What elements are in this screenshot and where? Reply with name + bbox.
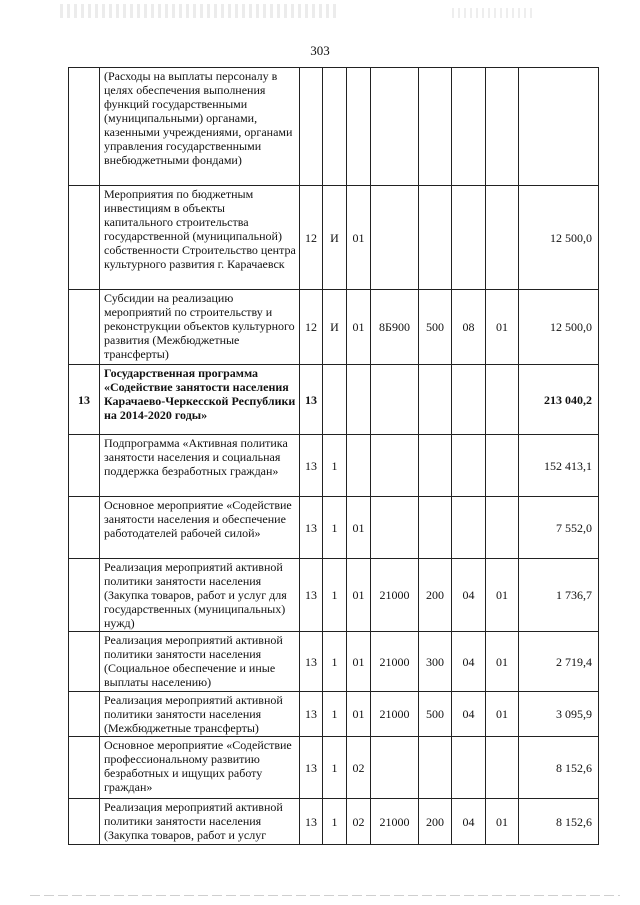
row-name: Реализация мероприятий активной политики занятости населения (Закупка товаров, работ и услуг для государственных (муниципальных) нужд) [100,559,300,632]
row-number [69,559,100,632]
row-subsection [486,68,519,186]
row-subsection [486,435,519,497]
row-name: Основное мероприятие «Содействие профессиональному развитию безработных и ищущих работу граждан» [100,737,300,799]
row-number [69,186,100,290]
row-program-code: 13 [300,435,323,497]
row-name: Мероприятия по бюджетным инвестициям в объекты капитального строительства государственной (муниципальной) собственности Строительство центра культурного развития г. Карачаевск [100,186,300,290]
table-row [69,799,599,845]
row-section [452,186,486,290]
row-number [69,290,100,365]
row-amount: 8 152,6 [519,799,599,845]
row-number [69,632,100,692]
row-number [69,435,100,497]
table-row [69,737,599,799]
row-measure-code: 01 [347,692,371,737]
budget-table-body [69,68,599,845]
row-section: 04 [452,632,486,692]
row-subprogram-code: 1 [323,435,347,497]
row-program-code: 13 [300,559,323,632]
table-row [69,559,599,632]
row-expense-type [419,68,452,186]
row-section [452,435,486,497]
row-subsection: 01 [486,559,519,632]
row-subprogram-code [323,68,347,186]
row-subprogram-code: 1 [323,692,347,737]
scan-artifact-bottom [30,895,620,896]
row-direction-code [371,737,419,799]
row-measure-code: 02 [347,799,371,845]
row-expense-type: 500 [419,290,452,365]
row-subprogram-code: 1 [323,632,347,692]
table-row [69,186,599,290]
row-subprogram-code: 1 [323,799,347,845]
row-expense-type [419,186,452,290]
row-direction-code: 21000 [371,632,419,692]
row-amount: 213 040,2 [519,365,599,435]
row-name: Реализация мероприятий активной политики занятости населения (Социальное обеспечение и иные выплаты населению) [100,632,300,692]
row-direction-code: 8Б900 [371,290,419,365]
row-measure-code: 01 [347,186,371,290]
row-name: Реализация мероприятий активной политики занятости населения (Закупка товаров, работ и услуг [100,799,300,845]
row-subprogram-code: И [323,186,347,290]
row-number: 13 [69,365,100,435]
row-measure-code: 02 [347,737,371,799]
row-program-code: 12 [300,186,323,290]
row-subprogram-code [323,365,347,435]
scan-artifact-top [60,4,340,18]
row-amount: 1 736,7 [519,559,599,632]
row-subprogram-code: И [323,290,347,365]
row-direction-code [371,365,419,435]
row-amount: 12 500,0 [519,290,599,365]
row-amount: 12 500,0 [519,186,599,290]
row-amount: 7 552,0 [519,497,599,559]
row-expense-type [419,737,452,799]
row-direction-code [371,186,419,290]
row-amount: 152 413,1 [519,435,599,497]
row-measure-code [347,68,371,186]
row-section [452,365,486,435]
table-row [69,497,599,559]
scan-artifact-top-right [452,8,532,18]
row-section: 04 [452,692,486,737]
row-subprogram-code: 1 [323,559,347,632]
row-subsection [486,497,519,559]
row-direction-code: 21000 [371,799,419,845]
row-section: 08 [452,290,486,365]
row-name: Государственная программа «Содействие занятости населения Карачаево-Черкесской Республики на 2014-2020 годы» [100,365,300,435]
row-name: Подпрограмма «Активная политика занятости населения и социальная поддержка безработных граждан» [100,435,300,497]
row-subsection [486,186,519,290]
table-row [69,435,599,497]
row-measure-code: 01 [347,632,371,692]
row-program-code: 12 [300,290,323,365]
row-name: Субсидии на реализацию мероприятий по строительству и реконструкции объектов культурного развития (Межбюджетные трансферты) [100,290,300,365]
row-subsection [486,365,519,435]
row-measure-code [347,435,371,497]
row-direction-code: 21000 [371,692,419,737]
row-program-code [300,68,323,186]
row-section: 04 [452,559,486,632]
row-amount: 3 095,9 [519,692,599,737]
row-name: (Расходы на выплаты персоналу в целях обеспечения выполнения функций государственными (муниципальными) органами, казенными учреждениями, органами управления государственными внебюджетными фондами) [100,68,300,186]
row-subsection: 01 [486,799,519,845]
row-direction-code [371,435,419,497]
row-program-code: 13 [300,737,323,799]
row-amount: 2 719,4 [519,632,599,692]
row-subsection: 01 [486,290,519,365]
budget-table [68,67,599,845]
row-expense-type: 300 [419,632,452,692]
row-subsection [486,737,519,799]
row-expense-type: 500 [419,692,452,737]
row-program-code: 13 [300,692,323,737]
table-row [69,632,599,692]
row-direction-code [371,68,419,186]
row-measure-code [347,365,371,435]
row-measure-code: 01 [347,290,371,365]
row-section [452,737,486,799]
row-number [69,737,100,799]
row-name: Основное мероприятие «Содействие занятости населения и обеспечение работодателей рабочей силой» [100,497,300,559]
row-subsection: 01 [486,632,519,692]
row-name: Реализация мероприятий активной политики занятости населения (Межбюджетные трансферты) [100,692,300,737]
table-row [69,692,599,737]
row-section [452,497,486,559]
row-amount [519,68,599,186]
row-measure-code: 01 [347,559,371,632]
row-direction-code [371,497,419,559]
table-row [69,365,599,435]
row-program-code: 13 [300,632,323,692]
row-expense-type [419,497,452,559]
row-program-code: 13 [300,799,323,845]
row-section [452,68,486,186]
row-number [69,799,100,845]
row-expense-type [419,435,452,497]
row-section: 04 [452,799,486,845]
row-expense-type: 200 [419,799,452,845]
row-subprogram-code: 1 [323,497,347,559]
row-program-code: 13 [300,497,323,559]
row-number [69,68,100,186]
row-measure-code: 01 [347,497,371,559]
row-subsection: 01 [486,692,519,737]
row-expense-type [419,365,452,435]
row-subprogram-code: 1 [323,737,347,799]
row-program-code: 13 [300,365,323,435]
table-row [69,68,599,186]
row-direction-code: 21000 [371,559,419,632]
page-number: 303 [310,43,330,58]
row-number [69,497,100,559]
row-amount: 8 152,6 [519,737,599,799]
row-expense-type: 200 [419,559,452,632]
row-number [69,692,100,737]
table-row [69,290,599,365]
